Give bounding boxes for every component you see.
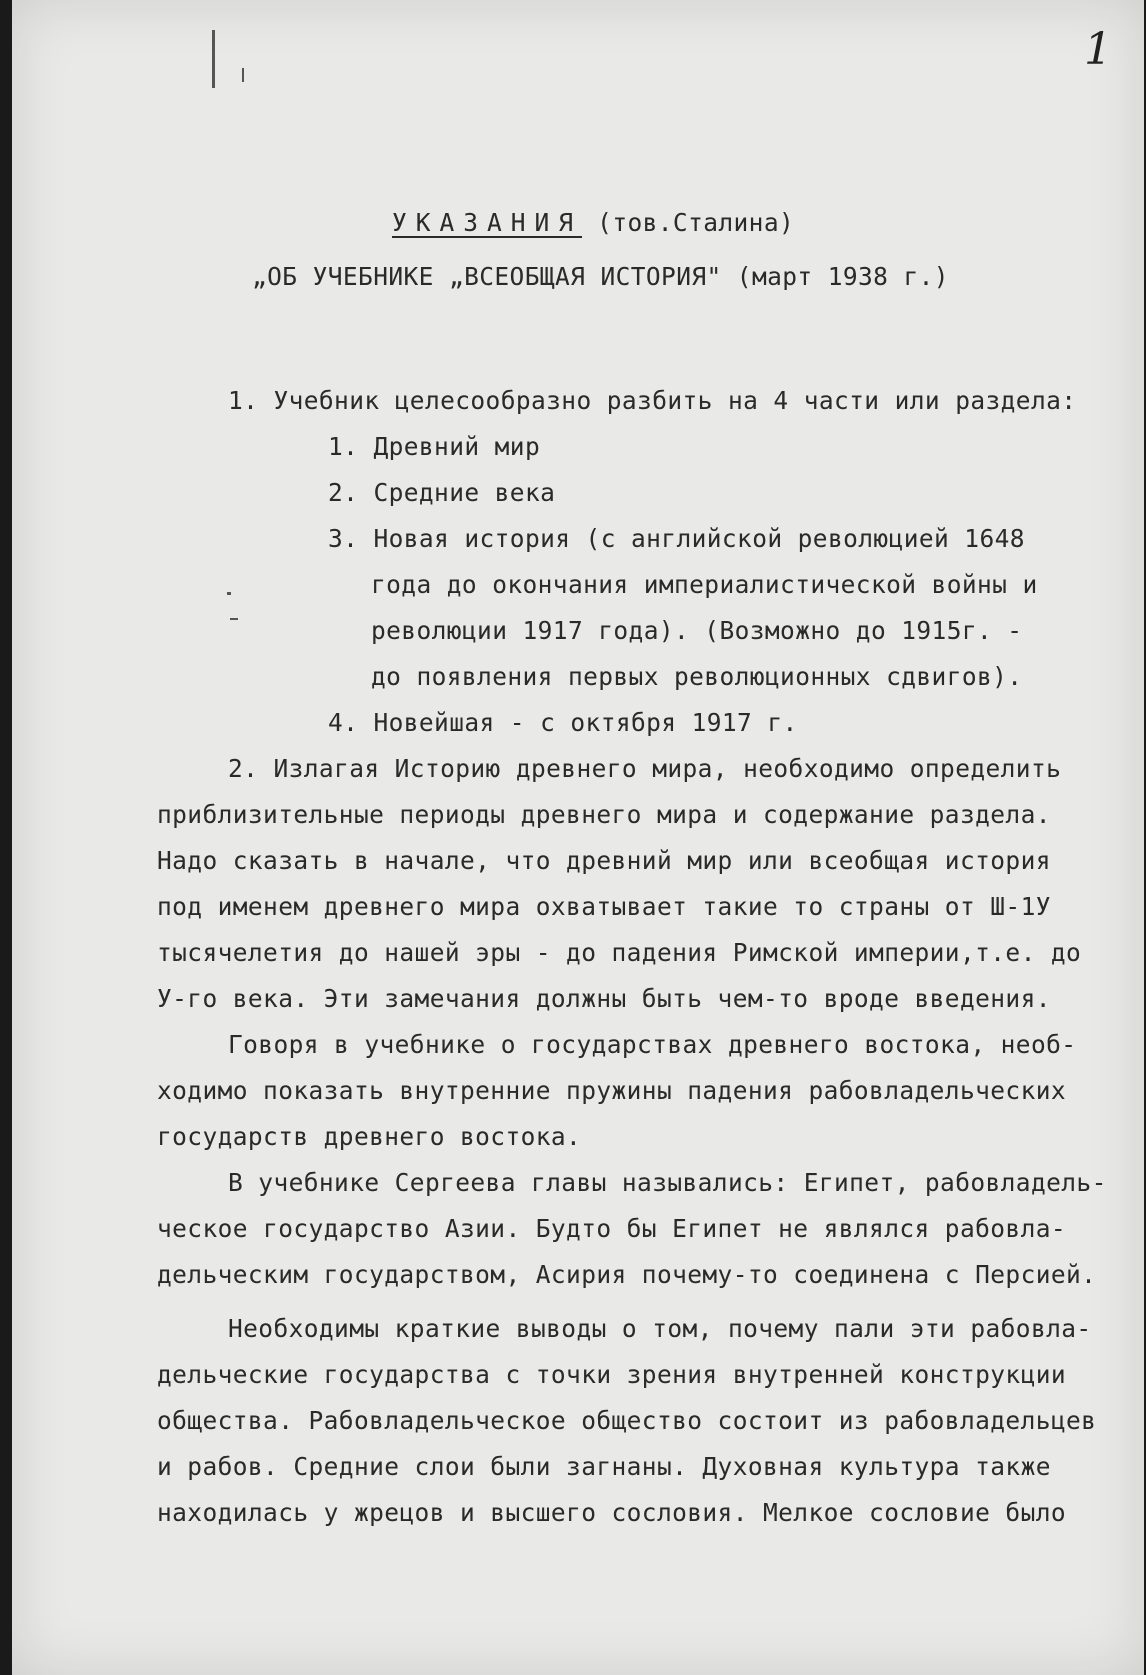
body-line: 3. Новая история (с английской революцией 1648 bbox=[328, 524, 1025, 553]
margin-mark bbox=[242, 68, 244, 82]
body-line: Надо сказать в начале, что древний мир или всеобщая история bbox=[157, 846, 1051, 875]
document-page bbox=[12, 0, 1144, 1675]
body-line: года до окончания империалистической войны и bbox=[371, 570, 1038, 599]
body-line: общества. Рабовладельческое общество состоит из рабовладельцев bbox=[157, 1406, 1097, 1435]
document-title bbox=[392, 208, 794, 237]
body-line: до появления первых революционных сдвигов). bbox=[371, 662, 1023, 691]
body-line: Говоря в учебнике о государствах древнего востока, необ- bbox=[228, 1030, 1077, 1059]
body-line: 1. Учебник целесообразно разбить на 4 части или раздела: bbox=[228, 386, 1077, 415]
body-line: 2. Излагая Историю древнего мира, необходимо определить bbox=[228, 754, 1062, 783]
body-line: тысячелетия до нашей эры - до падения Римской империи,т.е. до bbox=[157, 938, 1082, 967]
body-line: государств древнего востока. bbox=[157, 1122, 582, 1151]
body-line: дельческим государством, Асирия почему-то соединена с Персией. bbox=[157, 1260, 1097, 1289]
margin-mark bbox=[212, 30, 215, 88]
title-suffix: (тов.Сталина) bbox=[597, 208, 795, 237]
body-line: 2. Средние века bbox=[328, 478, 556, 507]
body-line: дельческие государства с точки зрения внутренней конструкции bbox=[157, 1360, 1067, 1389]
margin-mark bbox=[227, 592, 231, 595]
margin-mark bbox=[230, 618, 238, 620]
body-line: находилась у жрецов и высшего сословия. Мелкое сословие было bbox=[157, 1498, 1067, 1527]
body-line: приблизительные периоды древнего мира и содержание раздела. bbox=[157, 800, 1051, 829]
body-line: революции 1917 года). (Возможно до 1915г. - bbox=[371, 616, 1023, 645]
body-line: 4. Новейшая - с октября 1917 г. bbox=[328, 708, 798, 737]
body-line: 1. Древний мир bbox=[328, 432, 541, 461]
title-main: УКАЗАНИЯ bbox=[392, 208, 583, 237]
body-line: У-го века. Эти замечания должны быть чем-то вроде введения. bbox=[157, 984, 1051, 1013]
body-line: В учебнике Сергеева главы назывались: Египет, рабовладель- bbox=[228, 1168, 1107, 1197]
body-line: ходимо показать внутренние пружины падения рабовладельческих bbox=[157, 1076, 1067, 1105]
page-number: 1 bbox=[1084, 24, 1112, 75]
body-line: и рабов. Средние слои были загнаны. Духовная культура также bbox=[157, 1452, 1051, 1481]
document-subtitle: „ОБ УЧЕБНИКЕ „ВСЕОБЩАЯ ИСТОРИЯ" (март 1938 г.) bbox=[252, 262, 949, 291]
body-line: под именем древнего мира охватывает такие то страны от Ш-1У bbox=[157, 892, 1051, 921]
body-line: Необходимы краткие выводы о том, почему пали эти рабовла- bbox=[228, 1314, 1092, 1343]
body-line: ческое государство Азии. Будто бы Египет не являлся рабовла- bbox=[157, 1214, 1067, 1243]
